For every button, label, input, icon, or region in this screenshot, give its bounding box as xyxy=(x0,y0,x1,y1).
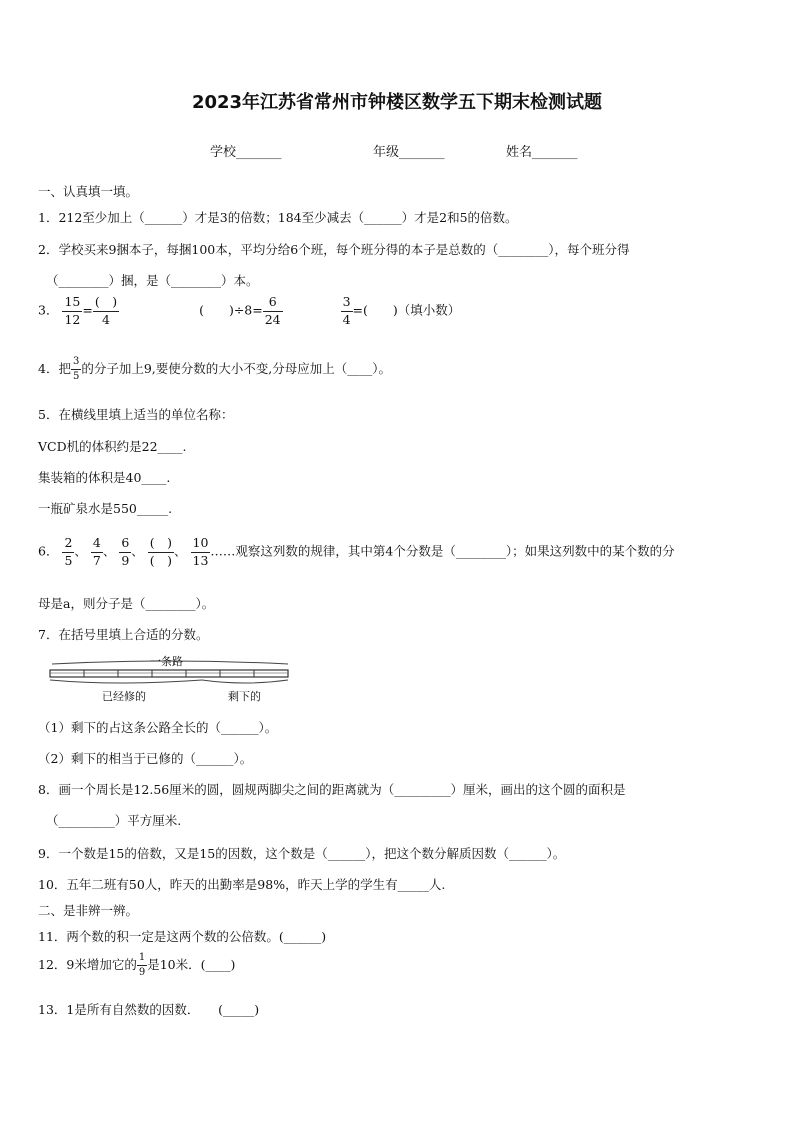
question-7-heading: 7．在括号里填上合适的分数。 xyxy=(38,627,209,642)
decimal-blank: =( )（填小数） xyxy=(352,302,461,318)
fraction xyxy=(93,296,119,326)
question-2-line-1: 2．学校买来9捆本子，每捆100本，平均分给6个班，每个班分得的本子是总数的（________），每个班分得 xyxy=(38,242,630,257)
grade-field: 年级_______ xyxy=(373,145,445,160)
question-4-text: 的分子加上9,要使分数的大小不变,分母应加上（____）。 xyxy=(81,361,391,376)
section-2-heading: 二、是非辨一辨。 xyxy=(38,903,139,918)
road-label-remaining: 剩下的 xyxy=(228,690,261,703)
fraction xyxy=(341,296,353,326)
question-9: 9．一个数是15的倍数，又是15的因数，这个数是（______），把这个数分解质因数（______）。 xyxy=(38,846,566,861)
page-title: 2023年江苏省常州市钟楼区数学五下期末检测试题 xyxy=(191,92,603,113)
denominator: 7 xyxy=(92,552,101,568)
question-2-line-2: （________）捆，是（________）本。 xyxy=(46,273,259,288)
numerator: 4 xyxy=(92,535,101,550)
fraction xyxy=(191,537,211,567)
school-field: 学校_______ xyxy=(210,145,282,160)
numerator: 3 xyxy=(342,294,351,309)
question-5-heading: 5．在横线里填上适当的单位名称： xyxy=(38,407,234,422)
denominator: 13 xyxy=(192,552,209,568)
question-6: 6． $\frac{2}{5}$ 、 $\frac{4}{7}$ 、 $\frac{6}{9}$ 、 $\frac{( )}{( )}$ 、 $\frac{10}{13}$ ……观察这列数的规律，其中第4个分数是（________）；如果这列数中的某个数的分 xyxy=(38,535,675,568)
question-number: 3． xyxy=(38,302,59,318)
question-6-text: ……观察这列数的规律，其中第4个分数是（________）；如果这列数中的某个数的分 xyxy=(210,543,675,559)
numerator: 1 xyxy=(138,952,146,963)
fraction xyxy=(119,537,131,567)
question-5-line-2: 集装箱的体积是40____. xyxy=(38,470,171,485)
question-7-part-1: （1）剩下的占这条公路全长的（______）。 xyxy=(38,720,278,735)
numerator: ( ) xyxy=(94,294,118,309)
question-4 xyxy=(38,357,391,382)
denominator: 12 xyxy=(64,311,81,327)
question-12-text: 是10米．(____) xyxy=(147,957,236,972)
fraction xyxy=(148,537,174,567)
fraction xyxy=(263,296,283,326)
fraction xyxy=(137,953,147,978)
numerator: 15 xyxy=(64,294,81,309)
question-number: 6． xyxy=(38,543,59,559)
road-label-built: 已经修的 xyxy=(102,690,146,703)
denominator: 24 xyxy=(264,311,281,327)
question-7-part-2: （2）剩下的相当于已修的（______）。 xyxy=(38,751,253,766)
question-4-prefix: 4．把 xyxy=(38,361,71,376)
question-5-line-1: VCD机的体积约是22____. xyxy=(38,439,187,454)
division-expression: ( )÷8= xyxy=(199,302,263,318)
question-13: 13．1是所有自然数的因数． (_____) xyxy=(38,1002,260,1017)
fraction xyxy=(62,296,82,326)
fraction xyxy=(71,357,81,382)
denominator: 5 xyxy=(72,371,80,382)
numerator: ( ) xyxy=(149,535,173,550)
question-12-prefix: 12．9米增加它的 xyxy=(38,957,137,972)
numerator: 2 xyxy=(64,535,73,550)
numerator: 6 xyxy=(268,294,277,309)
question-11: 11．两个数的积一定是这两个数的公倍数。(______) xyxy=(38,929,327,944)
equals-sign: = xyxy=(82,302,93,318)
denominator: ( ) xyxy=(149,552,173,568)
question-12 xyxy=(38,953,235,978)
denominator: 4 xyxy=(342,311,351,327)
remaining-part-brace xyxy=(202,680,288,683)
question-1: 1．212至少加上（______）才是3的倍数；184至少减去（______）才是2和5的倍数。 xyxy=(38,210,518,225)
section-1-heading: 一、认真填一填。 xyxy=(38,184,139,199)
question-5-line-3: 一瓶矿泉水是550_____. xyxy=(38,501,173,516)
denominator: 9 xyxy=(138,967,146,978)
numerator: 10 xyxy=(192,535,209,550)
denominator: 4 xyxy=(93,311,119,327)
road-bar xyxy=(50,670,288,677)
question-6-line-2: 母是a，则分子是（________）。 xyxy=(38,596,215,611)
fraction xyxy=(62,537,74,567)
question-8-line-2: （_________）平方厘米. xyxy=(46,813,182,828)
numerator: 3 xyxy=(72,356,80,367)
fraction xyxy=(91,537,103,567)
denominator: 9 xyxy=(121,552,130,568)
built-part-brace xyxy=(50,680,202,683)
question-3 xyxy=(38,296,460,326)
road-label-top: 一条路 xyxy=(150,655,183,668)
denominator: 5 xyxy=(64,552,73,568)
question-10: 10．五年二班有50人，昨天的出勤率是98%，昨天上学的学生有_____人. xyxy=(38,877,446,892)
numerator: 6 xyxy=(121,535,130,550)
name-field: 姓名_______ xyxy=(506,145,578,160)
question-8-line-1: 8．画一个周长是12.56厘米的圆，圆规两脚尖之间的距离就为（_________）厘米，画出的这个圆的面积是 xyxy=(38,782,626,797)
